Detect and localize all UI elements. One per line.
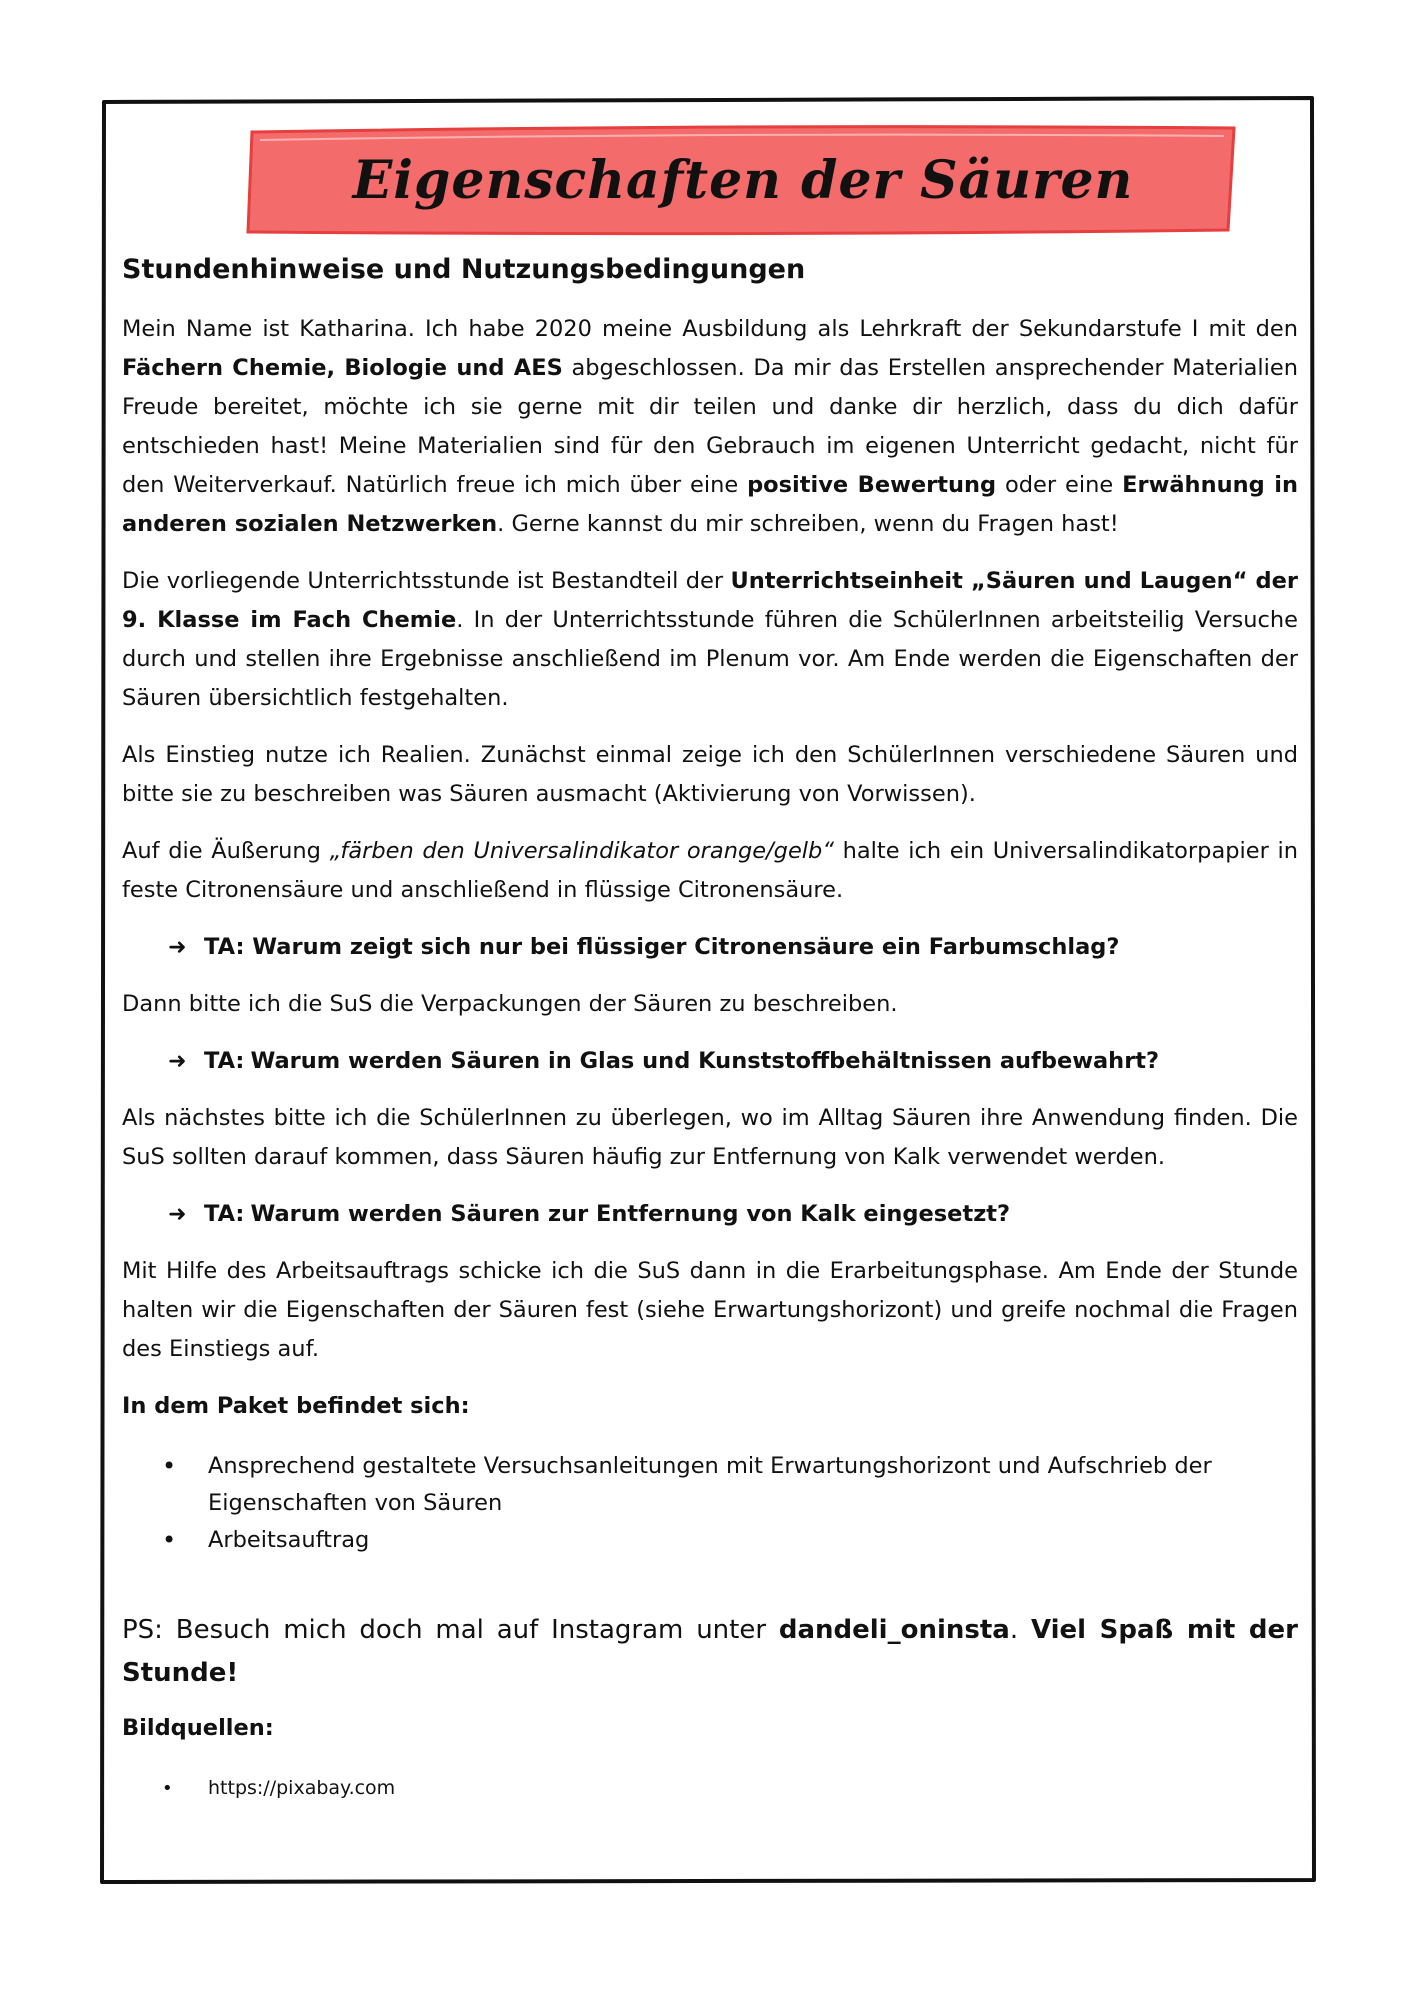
- arrow-right-icon: ➜: [168, 935, 187, 960]
- list-item: • Arbeitsauftrag: [122, 1522, 1298, 1559]
- ta-line-1: ➜ TA: Warum zeigt sich nur bei flüssiger Citronensäure ein Farbumschlag?: [168, 928, 1298, 967]
- page-title: Eigenschaften der Säuren: [352, 149, 1134, 211]
- paket-list: [122, 1448, 1298, 1559]
- ps-paragraph: PS: Besuch mich doch mal auf Instagram unter dandeli_oninsta. Viel Spaß mit der Stunde!: [122, 1615, 1298, 1688]
- intro-paragraph: Mein Name ist Katharina. Ich habe 2020 meine Ausbildung als Lehrkraft der Sekundarstufe I mit den Fächern Chemie, Biologie und AES abgeschlossen. Da mir das Erstellen ansprechender Materialien Freude bereitet, möchte ich sie gerne mit dir teilen und danke dir herzlich, dass du dich dafür entschieden hast! Meine Materialien sind für den Gebrauch im eigenen Unterricht gedacht, nicht für den Weiterverkauf. Natürlich freue ich mich über eine positive Bewertung oder eine Erwähnung in anderen sozialen Netzwerken. Gerne kannst du mir schreiben, wenn du Fragen hast!: [122, 316, 1299, 537]
- arrow-right-icon: ➜: [168, 1049, 187, 1074]
- content-area: [122, 252, 1298, 1827]
- einstieg-paragraph: Als Einstieg nutze ich Realien. Zunächst einmal zeige ich den SchülerInnen verschiedene Säuren und bitte sie zu beschreiben was Säuren ausmacht (Aktivierung von Vorwissen).: [122, 742, 1298, 807]
- title-banner: [246, 122, 1240, 238]
- paket-heading: In dem Paket befindet sich:: [122, 1393, 470, 1419]
- ta-line-2: ➜ TA: Warum werden Säuren in Glas und Kunststoffbehältnissen aufbewahrt?: [168, 1042, 1298, 1081]
- sources-list: [122, 1770, 1298, 1807]
- alltag-paragraph: Als nächstes bitte ich die SchülerInnen zu überlegen, wo im Alltag Säuren ihre Anwendung finden. Die SuS sollten darauf kommen, dass Säuren häufig zur Entfernung von Kalk verwendet werden.: [122, 1105, 1298, 1170]
- section-heading: Stundenhinweise und Nutzungsbedingungen: [122, 254, 806, 285]
- arbeitsphase-paragraph: Mit Hilfe des Arbeitsauftrags schicke ich die SuS dann in die Erarbeitungsphase. Am Ende der Stunde halten wir die Eigenschaften der Säuren fest (siehe Erwartungshorizont) und greife nochmal die Fragen des Einstiegs auf.: [122, 1258, 1298, 1362]
- list-item: • Ansprechend gestaltete Versuchsanleitungen mit Erwartungshorizont und Aufschrieb der Eigenschaften von Säuren: [122, 1448, 1298, 1522]
- ta-line-3: ➜ TA: Warum werden Säuren zur Entfernung von Kalk eingesetzt?: [168, 1195, 1298, 1234]
- aeusserung-paragraph: Auf die Äußerung „färben den Universalindikator orange/gelb“ halte ich ein Universalindikatorpapier in feste Citronensäure und anschließend in flüssige Citronensäure.: [122, 838, 1298, 903]
- source-link[interactable]: • https://pixabay.com: [122, 1770, 1298, 1807]
- arrow-right-icon: ➜: [168, 1202, 187, 1227]
- sources-heading: Bildquellen:: [122, 1715, 274, 1741]
- unit-paragraph: Die vorliegende Unterrichtsstunde ist Bestandteil der Unterrichtseinheit „Säuren und Laugen“ der 9. Klasse im Fach Chemie. In der Unterrichtsstunde führen die SchülerInnen arbeitsteilig Versuche durch und stellen ihre Ergebnisse anschließend im Plenum vor. Am Ende werden die Eigenschaften der Säuren übersichtlich festgehalten.: [122, 568, 1298, 711]
- verpackung-paragraph: Dann bitte ich die SuS die Verpackungen der Säuren zu beschreiben.: [122, 991, 898, 1017]
